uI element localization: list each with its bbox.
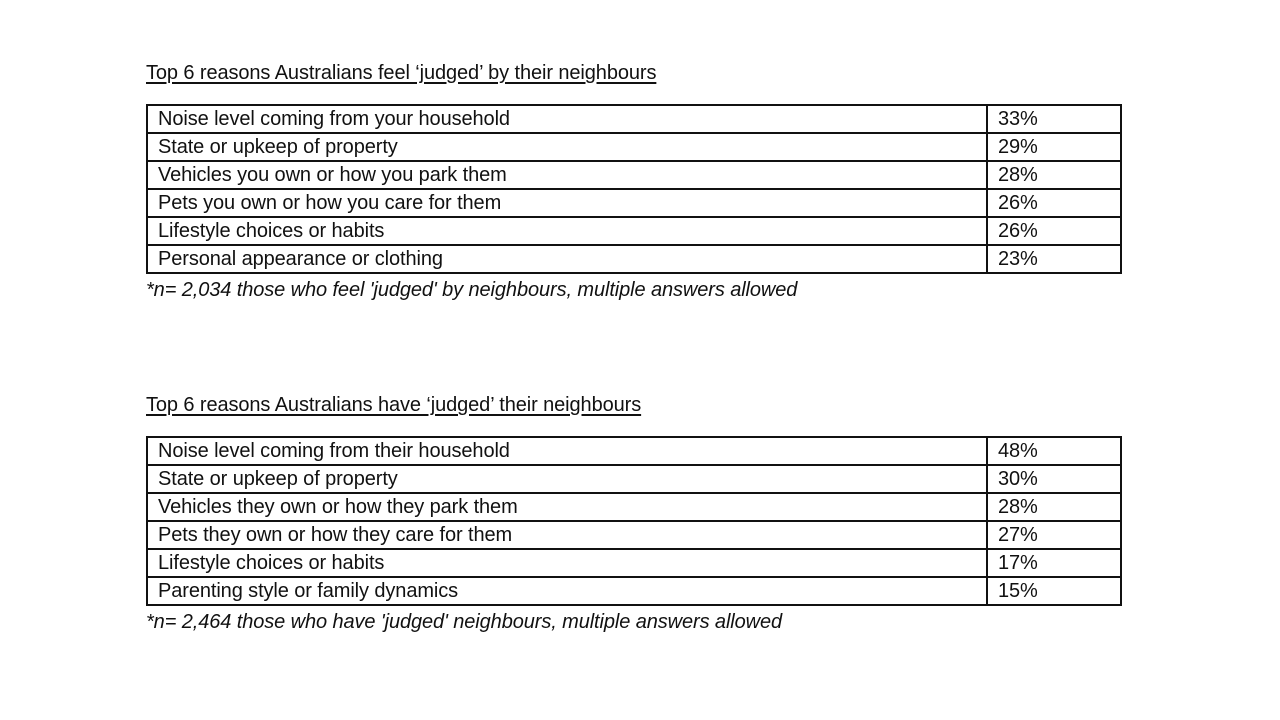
reason-cell: State or upkeep of property [147, 133, 987, 161]
table-row [147, 161, 1121, 189]
table-row [147, 217, 1121, 245]
table-row [147, 577, 1121, 605]
percent-cell: 17% [987, 549, 1121, 577]
percent-cell: 30% [987, 465, 1121, 493]
table-row [147, 105, 1121, 133]
percent-cell: 28% [987, 161, 1121, 189]
percent-cell: 29% [987, 133, 1121, 161]
reason-cell: State or upkeep of property [147, 465, 987, 493]
have-judged-footnote: *n= 2,464 those who have 'judged' neighbours, multiple answers allowed [146, 611, 783, 633]
percent-cell: 26% [987, 217, 1121, 245]
table-row [147, 437, 1121, 465]
reason-cell: Pets they own or how they care for them [147, 521, 987, 549]
percent-cell: 23% [987, 245, 1121, 273]
percent-cell: 48% [987, 437, 1121, 465]
feel-judged-section [146, 60, 1122, 304]
feel-judged-heading: Top 6 reasons Australians feel ‘judged’ by their neighbours [146, 62, 657, 84]
feel-judged-table [146, 104, 1122, 274]
have-judged-heading: Top 6 reasons Australians have ‘judged’ their neighbours [146, 394, 642, 416]
reason-cell: Lifestyle choices or habits [147, 217, 987, 245]
reason-cell: Noise level coming from your household [147, 105, 987, 133]
reason-cell: Parenting style or family dynamics [147, 577, 987, 605]
percent-cell: 27% [987, 521, 1121, 549]
percent-cell: 28% [987, 493, 1121, 521]
have-judged-table [146, 436, 1122, 606]
reason-cell: Noise level coming from their household [147, 437, 987, 465]
table-row [147, 521, 1121, 549]
reason-cell: Personal appearance or clothing [147, 245, 987, 273]
feel-judged-footnote: *n= 2,034 those who feel 'judged' by neighbours, multiple answers allowed [146, 279, 798, 301]
reason-cell: Vehicles you own or how you park them [147, 161, 987, 189]
table-row [147, 549, 1121, 577]
reason-cell: Vehicles they own or how they park them [147, 493, 987, 521]
have-judged-section [146, 392, 1122, 636]
table-row [147, 465, 1121, 493]
table-row [147, 245, 1121, 273]
table-row [147, 133, 1121, 161]
percent-cell: 26% [987, 189, 1121, 217]
percent-cell: 33% [987, 105, 1121, 133]
reason-cell: Lifestyle choices or habits [147, 549, 987, 577]
table-row [147, 493, 1121, 521]
table-row [147, 189, 1121, 217]
percent-cell: 15% [987, 577, 1121, 605]
reason-cell: Pets you own or how you care for them [147, 189, 987, 217]
